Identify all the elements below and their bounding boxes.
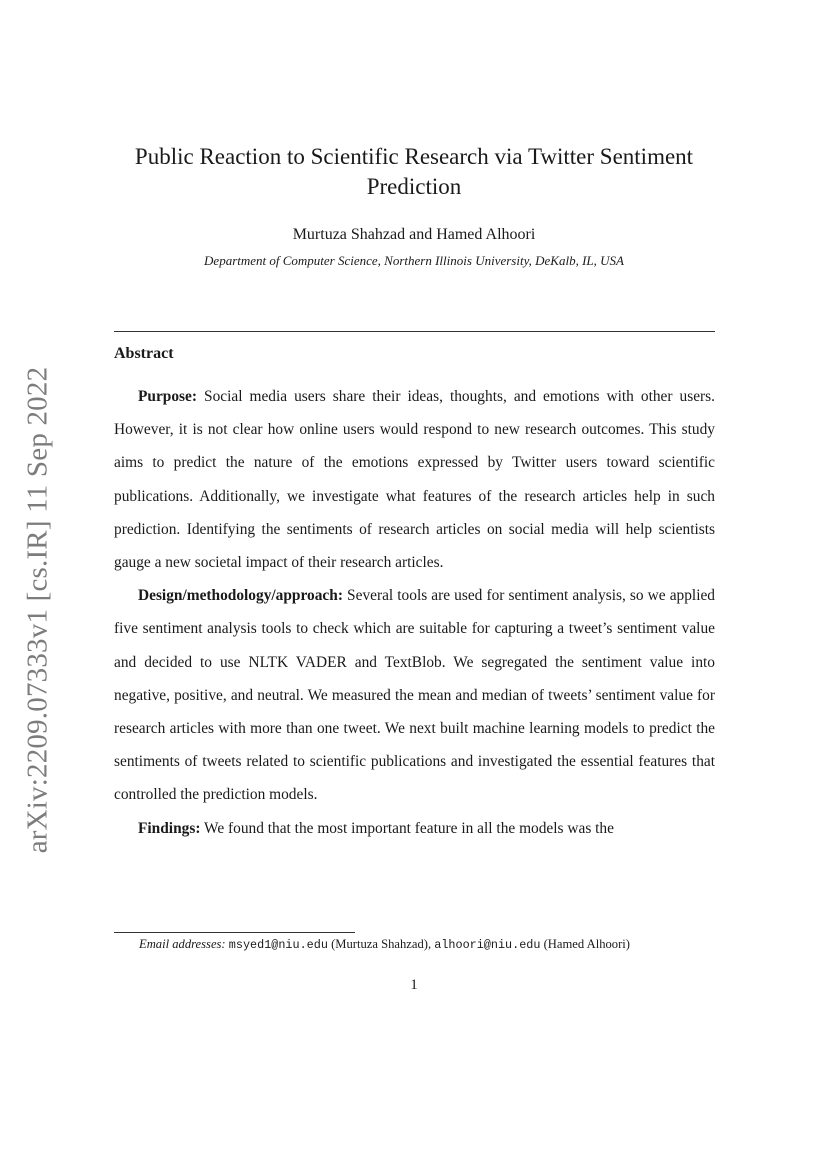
abstract-design-paragraph (114, 579, 715, 811)
abstract-body (114, 380, 715, 845)
findings-label: Findings: (138, 819, 201, 837)
footnote-name-shahzad: (Murtuza Shahzad), (331, 937, 432, 951)
findings-text: We found that the most important feature in all the models was the (204, 819, 614, 837)
arxiv-identifier-stamp: arXiv:2209.07333v1 [cs.IR] 11 Sep 2022 (21, 366, 54, 854)
purpose-label: Purpose: (138, 388, 197, 405)
email-link-alhoori[interactable]: alhoori@niu.edu (434, 938, 541, 952)
footnote-name-alhoori: (Hamed Alhoori) (543, 937, 630, 951)
abstract-findings-paragraph (114, 812, 715, 845)
abstract-top-rule (114, 331, 715, 332)
design-label: Design/methodology/approach: (138, 587, 343, 605)
purpose-text: Social media users share their ideas, thoughts, and emotions with other users. However, it is not clear how online users would respond to new research outcomes. This study aims to predict the nature of the emotions expressed by Twitter users toward scientific publications. Additionally, we investigate what features of the research articles help in such prediction. Identifying the sentiments of research articles on social media will help scientists gauge a new societal impact of their research articles. (114, 388, 715, 572)
paper-title: Public Reaction to Scientific Research via Twitter Sentiment Prediction (134, 144, 694, 199)
abstract-purpose-paragraph (114, 380, 715, 579)
footnote-label: Email addresses: (139, 937, 226, 951)
footnote-rule (114, 932, 355, 933)
author-list: Murtuza Shahzad and Hamed Alhoori (292, 226, 536, 243)
author-affiliation: Department of Computer Science, Northern Illinois University, DeKalb, IL, USA (204, 253, 624, 268)
design-text: Several tools are used for sentiment analysis, so we applied five sentiment analysis tools to check which are suitable for capturing a tweet’s sentiment value and decided to use NLTK VADER and TextBlob. We segregated the sentiment value into negative, positive, and neutral. We measured the mean and median of tweets’ sentiment value for research articles with more than one tweet. We next built machine learning models to predict the sentiments of tweets related to scientific publications and investigated the essential features that controlled the prediction models. (114, 587, 716, 804)
email-footnote (114, 936, 715, 953)
email-link-shahzad[interactable]: msyed1@niu.edu (228, 938, 328, 952)
page-number: 1 (410, 977, 418, 993)
abstract-heading: Abstract (114, 345, 174, 362)
